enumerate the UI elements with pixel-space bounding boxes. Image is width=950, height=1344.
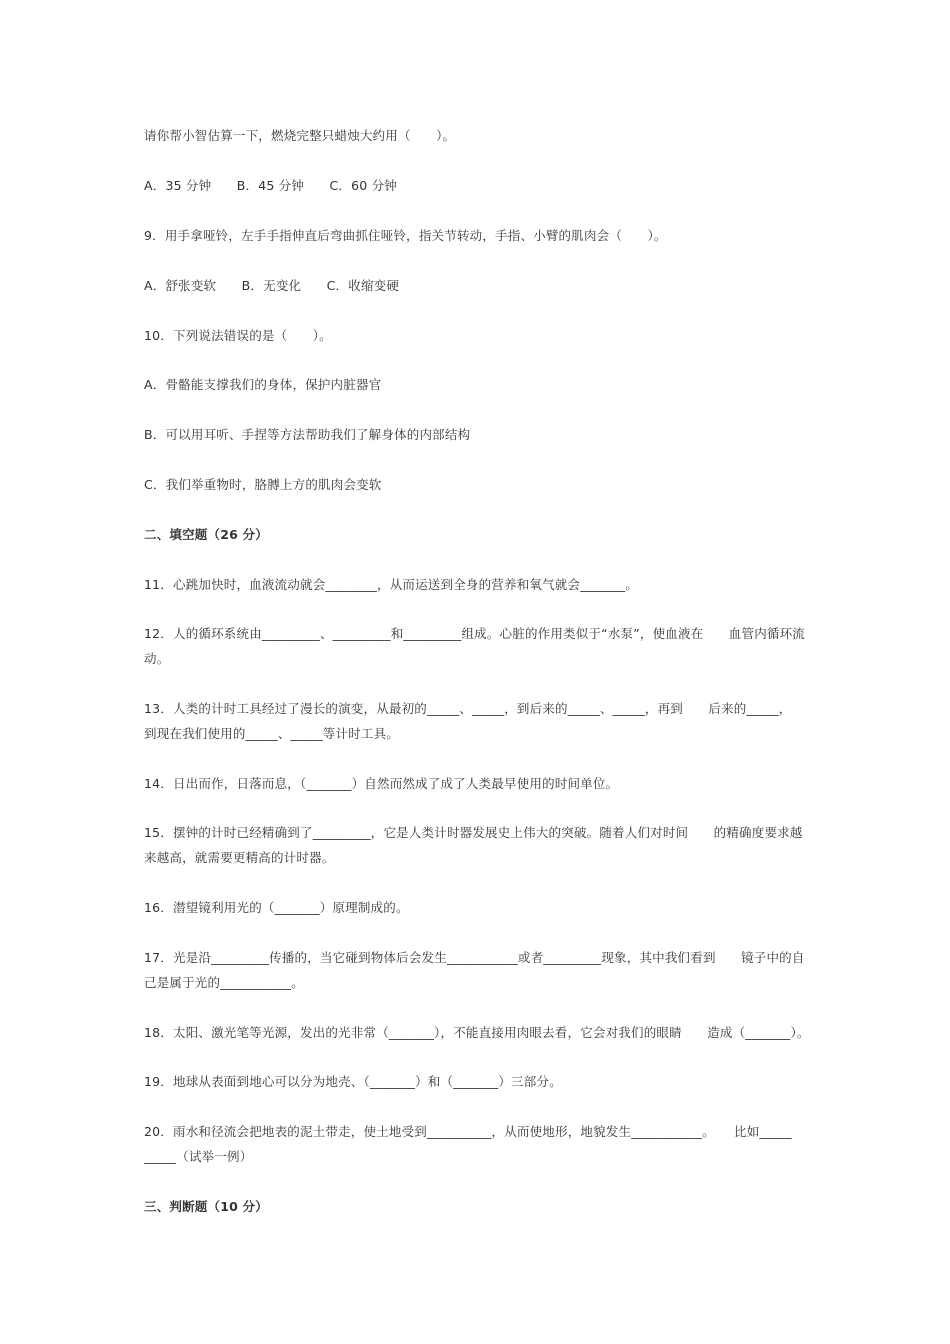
question-13-line-1: 13．人类的计时工具经过了漫长的演变，从最初的_____、_____，到后来的_____、_____，再到 后来的_____， xyxy=(144,701,792,716)
question-10-option-b: B．可以用耳听、手捏等方法帮助我们了解身体的内部结构 xyxy=(144,427,471,442)
question-16: 16．潜望镜利用光的（_______）原理制成的。 xyxy=(144,900,409,915)
question-15-line-1: 15．摆钟的计时已经精确到了_________，它是人类计时器发展史上伟大的突破。随着人们对时间 的精确度要求越 xyxy=(144,825,803,840)
question-11: 11．心跳加快时，血液流动就会________，从而运送到全身的营养和氧气就会_______。 xyxy=(144,577,639,592)
question-8-options: A．35 分钟 B．45 分钟 C．60 分钟 xyxy=(144,178,397,193)
question-14: 14．日出而作，日落而息，（_______）自然而然成了成了人类最早使用的时间单位。 xyxy=(144,776,619,791)
question-9-options: A．舒张变软 B．无变化 C．收缩变硬 xyxy=(144,278,400,293)
question-12-line-2: 动。 xyxy=(144,651,170,666)
question-10-option-c: C．我们举重物时，胳膊上方的肌肉会变软 xyxy=(144,477,382,492)
question-8-stem: 请你帮小智估算一下，燃烧完整只蜡烛大约用（ ）。 xyxy=(144,128,456,143)
question-13-line-2: 到现在我们使用的_____、_____等计时工具。 xyxy=(144,726,400,741)
question-20-line-1: 20．雨水和径流会把地表的泥土带走，使土地受到__________，从而使地形，地貌发生___________。 比如_____ xyxy=(144,1124,792,1139)
question-20-line-2: _____（试举一例） xyxy=(144,1149,253,1164)
question-15-line-2: 来越高，就需要更精高的计时器。 xyxy=(144,850,335,865)
section-heading-true-false: 三、判断题（10 分） xyxy=(144,1199,268,1214)
question-18: 18．太阳、激光笔等光源，发出的光非常（_______），不能直接用肉眼去看，它会对我们的眼睛 造成（_______）。 xyxy=(144,1025,810,1040)
question-9-stem: 9．用手拿哑铃，左手手指伸直后弯曲抓住哑铃，指关节转动，手指、小臂的肌肉会（ ）。 xyxy=(144,228,667,243)
question-17-line-1: 17．光是沿_________传播的，当它碰到物体后会发生___________或者_________现象，其中我们看到 镜子中的自 xyxy=(144,950,805,965)
question-10-stem: 10．下列说法错误的是（ ）。 xyxy=(144,328,332,343)
question-10-option-a: A．骨骼能支撑我们的身体，保护内脏器官 xyxy=(144,377,382,392)
question-17-line-2: 己是属于光的___________。 xyxy=(144,975,304,990)
question-12-line-1: 12．人的循环系统由_________、_________和_________组成。心脏的作用类似于“水泵”，使血液在 血管内循环流 xyxy=(144,626,806,641)
question-19: 19．地球从表面到地心可以分为地壳、（_______）和（_______）三部分。 xyxy=(144,1074,562,1089)
section-heading-fill-in: 二、填空题（26 分） xyxy=(144,527,268,542)
